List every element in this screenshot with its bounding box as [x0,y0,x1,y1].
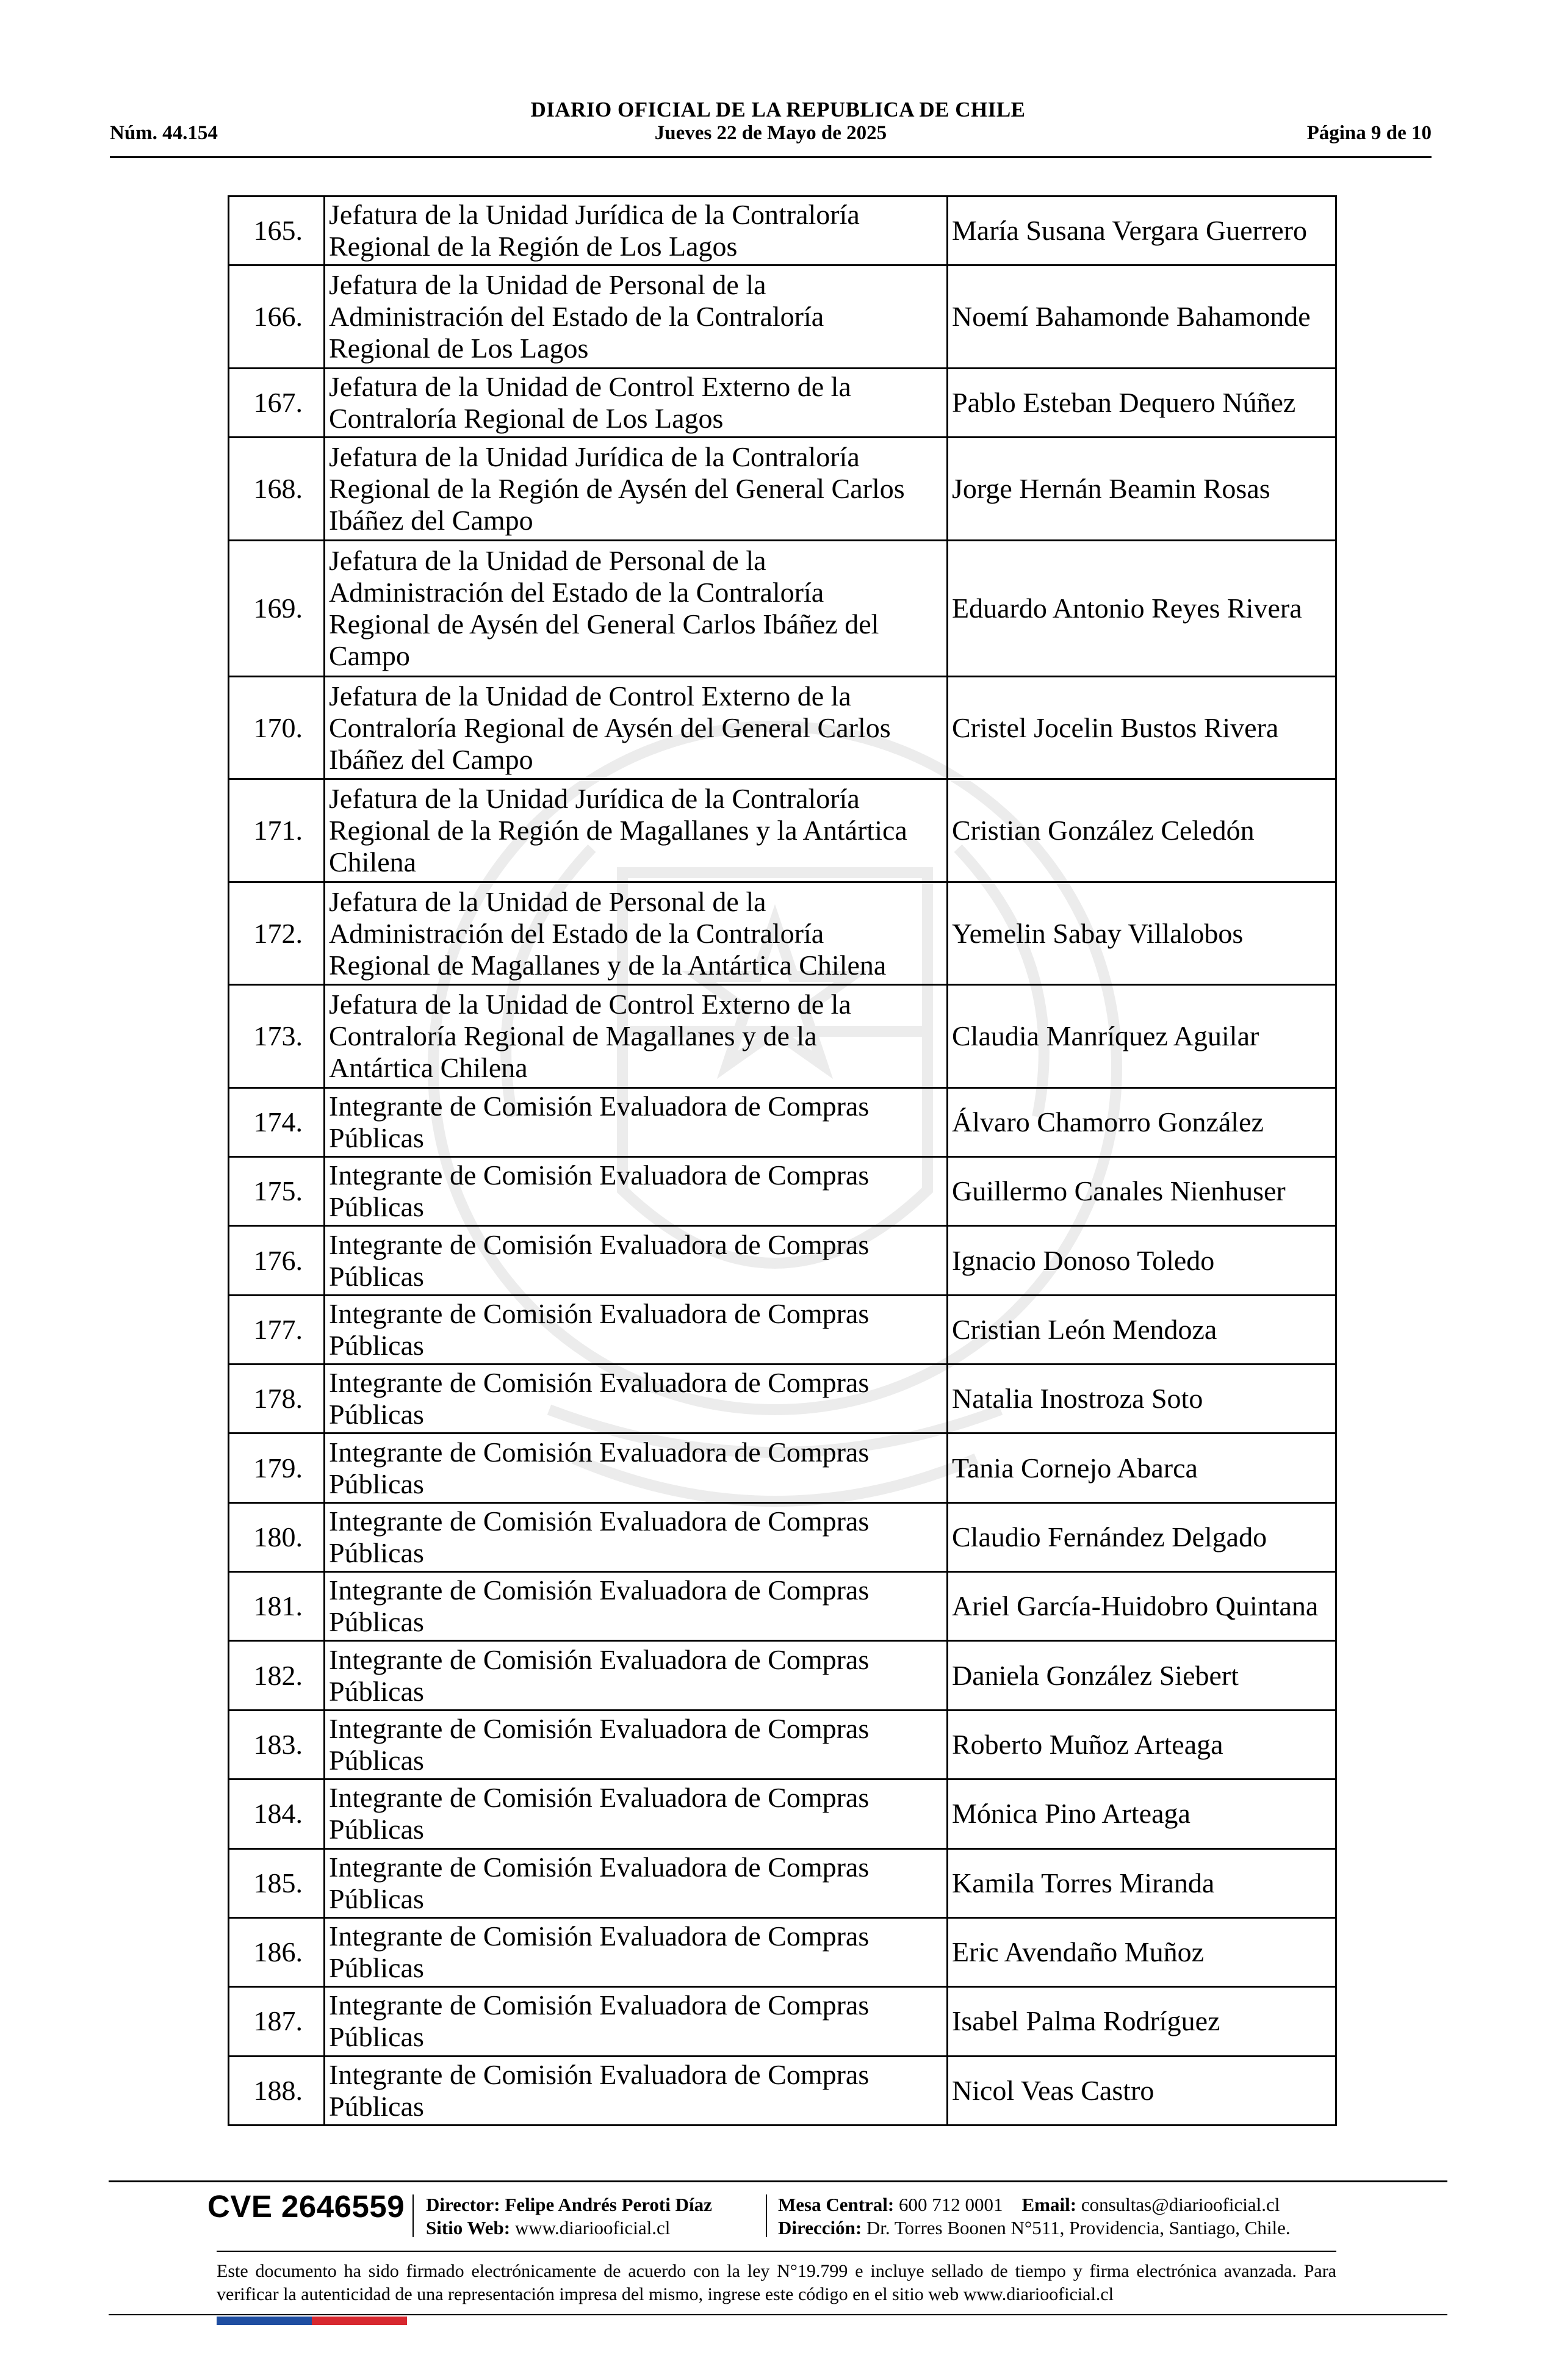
row-number: 165. [229,197,325,265]
position-line: Antártica Chilena [329,1052,528,1084]
appointments-table [228,195,1337,2126]
publication-title: DIARIO OFICIAL DE LA REPUBLICA DE CHILE [530,98,1026,121]
position-line: Jefatura de la Unidad de Personal de la [329,269,766,301]
footer-separator [412,2194,414,2237]
row-number: 172. [229,882,325,984]
position-line: Jefatura de la Unidad de Control Externo de la [329,989,851,1020]
table-row [229,1780,1336,1848]
position-line: Jefatura de la Unidad de Personal de la [329,544,766,576]
table-row [229,2056,1336,2125]
footer-divider-mid [217,2251,1336,2252]
position-line: Integrante de Comisión Evaluadora de Compras [329,1159,870,1191]
table-row [229,1848,1336,1917]
person-name: Cristel Jocelin Bustos Rivera [948,677,1336,779]
row-number: 180. [229,1502,325,1571]
flag-blue-bar [217,2317,312,2325]
table-row [229,438,1336,540]
table-row [229,677,1336,779]
position-cell [325,1987,948,2056]
position-cell [325,1295,948,1364]
position-line: Públicas [329,1260,424,1292]
website-link[interactable]: www.diariooficial.cl [514,2217,671,2238]
position-line: Contraloría Regional de Magallanes y de la [329,1020,817,1052]
table-row [229,1572,1336,1641]
position-cell [325,368,948,437]
position-cell [325,1572,948,1641]
position-line: Chilena [329,846,417,878]
position-line: Jefatura de la Unidad Jurídica de la Contraloría [329,441,860,472]
person-name: Claudio Fernández Delgado [948,1502,1336,1571]
position-cell [325,1641,948,1710]
position-line: Públicas [329,2021,424,2053]
address-label: Dirección: [778,2217,862,2238]
person-name: Nicol Veas Castro [948,2056,1336,2125]
email-label: Email: [1021,2194,1077,2215]
footer-director-block [426,2193,712,2240]
row-number: 186. [229,1917,325,1986]
table-row [229,1157,1336,1226]
row-number: 185. [229,1848,325,1917]
position-line: Administración del Estado de la Contraloría [329,301,824,333]
position-line: Públicas [329,1952,424,1984]
person-name: Cristian León Mendoza [948,1295,1336,1364]
table-row [229,1710,1336,1779]
flag-red-bar [312,2317,407,2325]
position-line: Públicas [329,1745,424,1776]
table-row [229,882,1336,984]
table-row [229,265,1336,368]
position-line: Jefatura de la Unidad Jurídica de la Contraloría [329,199,860,231]
table-row [229,1365,1336,1433]
phone-number: 600 712 0001 [899,2194,1003,2215]
person-name: Ignacio Donoso Toledo [948,1226,1336,1295]
position-line: Regional de la Región de Aysén del General Carlos [329,472,905,504]
table-row [229,1433,1336,1502]
position-line: Contraloría Regional de Aysén del General Carlos [329,712,891,743]
position-cell [325,1917,948,1986]
row-number: 169. [229,540,325,677]
row-number: 176. [229,1226,325,1295]
person-name: Roberto Muñoz Arteaga [948,1710,1336,1779]
position-line: Integrante de Comisión Evaluadora de Compras [329,1367,870,1399]
row-number: 170. [229,677,325,779]
position-line: Integrante de Comisión Evaluadora de Compras [329,1782,870,1814]
row-number: 177. [229,1295,325,1364]
row-number: 174. [229,1087,325,1156]
page-indicator: Página 9 de 10 [1306,122,1432,144]
issue-date: Jueves 22 de Mayo de 2025 [654,122,887,144]
position-line: Integrante de Comisión Evaluadora de Compras [329,1505,870,1537]
position-line: Jefatura de la Unidad Jurídica de la Contraloría [329,783,860,815]
position-line: Públicas [329,1468,424,1499]
row-number: 178. [229,1365,325,1433]
row-number: 173. [229,985,325,1087]
person-name: Cristian González Celedón [948,779,1336,882]
table-row [229,368,1336,437]
person-name: Kamila Torres Miranda [948,1848,1336,1917]
row-number: 182. [229,1641,325,1710]
position-cell [325,438,948,540]
row-number: 181. [229,1572,325,1641]
table-row [229,1917,1336,1986]
position-cell [325,1433,948,1502]
position-line: Integrante de Comisión Evaluadora de Compras [329,1643,870,1675]
position-line: Públicas [329,1329,424,1361]
position-cell [325,1087,948,1156]
issue-number: Núm. 44.154 [110,122,218,144]
position-line: Regional de Los Lagos [329,333,589,364]
position-line: Integrante de Comisión Evaluadora de Compras [329,1297,870,1329]
position-line: Integrante de Comisión Evaluadora de Compras [329,1920,870,1952]
footer-divider-top [109,2180,1447,2182]
header-row [110,122,1432,149]
position-cell [325,1848,948,1917]
footer-contact-block [778,2193,1291,2240]
position-cell [325,265,948,368]
position-line: Públicas [329,1122,424,1153]
person-name: Claudia Manríquez Aguilar [948,985,1336,1087]
position-line: Integrante de Comisión Evaluadora de Compras [329,1090,870,1122]
table-row [229,1987,1336,2056]
position-line: Públicas [329,1399,424,1430]
person-name: Álvaro Chamorro González [948,1087,1336,1156]
person-name: Yemelin Sabay Villalobos [948,882,1336,984]
position-line: Regional de la Región de Magallanes y la Antártica [329,815,907,846]
position-line: Jefatura de la Unidad de Personal de la [329,885,766,917]
position-line: Integrante de Comisión Evaluadora de Compras [329,1574,870,1606]
position-line: Regional de Aysén del General Carlos Ibáñez del [329,608,879,640]
position-cell [325,1502,948,1571]
person-name: Isabel Palma Rodríguez [948,1987,1336,2056]
position-line: Jefatura de la Unidad de Control Externo de la [329,680,851,712]
table-row [229,1502,1336,1571]
row-number: 175. [229,1157,325,1226]
position-cell [325,1780,948,1848]
position-line: Campo [329,640,410,671]
position-line: Integrante de Comisión Evaluadora de Compras [329,1436,870,1468]
address-text: Dr. Torres Boonen N°511, Providencia, Santiago, Chile. [866,2217,1291,2238]
row-number: 184. [229,1780,325,1848]
position-line: Integrante de Comisión Evaluadora de Compras [329,1989,870,2021]
position-line: Jefatura de la Unidad de Control Externo de la [329,370,851,402]
table-row [229,985,1336,1087]
person-name: Jorge Hernán Beamin Rosas [948,438,1336,540]
position-cell [325,540,948,677]
position-line: Integrante de Comisión Evaluadora de Compras [329,2058,870,2090]
row-number: 167. [229,368,325,437]
person-name: Guillermo Canales Nienhuser [948,1157,1336,1226]
position-line: Públicas [329,1814,424,1845]
position-cell [325,1157,948,1226]
email-link[interactable]: consultas@diariooficial.cl [1081,2194,1280,2215]
row-number: 188. [229,2056,325,2125]
position-line: Administración del Estado de la Contraloría [329,576,824,608]
position-line: Públicas [329,2090,424,2122]
position-line: Regional de Magallanes y de la Antártica Chilena [329,949,887,981]
position-cell [325,1226,948,1295]
director-label: Director: [426,2194,500,2215]
website-label: Sitio Web: [426,2217,511,2238]
position-line: Públicas [329,1675,424,1707]
position-cell [325,197,948,265]
flag-stripe [217,2317,407,2325]
position-line: Integrante de Comisión Evaluadora de Compras [329,1713,870,1744]
person-name: Pablo Esteban Dequero Núñez [948,368,1336,437]
position-line: Públicas [329,1606,424,1638]
position-line: Integrante de Comisión Evaluadora de Compras [329,1228,870,1260]
person-name: Daniela González Siebert [948,1641,1336,1710]
row-number: 187. [229,1987,325,2056]
position-cell [325,1365,948,1433]
person-name: Noemí Bahamonde Bahamonde [948,265,1336,368]
position-cell [325,677,948,779]
table-row [229,1087,1336,1156]
person-name: Eric Avendaño Muñoz [948,1917,1336,1986]
position-line: Ibáñez del Campo [329,743,533,775]
position-line: Públicas [329,1191,424,1223]
position-line: Integrante de Comisión Evaluadora de Compras [329,1851,870,1883]
table-row [229,779,1336,882]
position-cell [325,1710,948,1779]
position-cell [325,779,948,882]
person-name: Natalia Inostroza Soto [948,1365,1336,1433]
position-line: Ibáñez del Campo [329,504,533,536]
phone-label: Mesa Central: [778,2194,895,2215]
position-cell [325,985,948,1087]
position-line: Administración del Estado de la Contraloría [329,917,824,949]
person-name: Eduardo Antonio Reyes Rivera [948,540,1336,677]
position-cell [325,2056,948,2125]
person-name: Mónica Pino Arteaga [948,1780,1336,1848]
position-line: Regional de la Región de Los Lagos [329,231,738,262]
person-name: Tania Cornejo Abarca [948,1433,1336,1502]
person-name: Ariel García-Huidobro Quintana [948,1572,1336,1641]
table-row [229,540,1336,677]
legal-notice: Este documento ha sido firmado electrónicamente de acuerdo con la ley N°19.799 e incluye sellado de tiempo y firma electrónica avanzada. Para verificar la autenticidad de una representación impresa del mismo, ingrese este código en el sitio web www.diariooficial.cl [217,2261,1336,2304]
cve-code: CVE 2646559 [207,2189,405,2224]
position-line: Públicas [329,1883,424,1914]
row-number: 179. [229,1433,325,1502]
director-name: Felipe Andrés Peroti Díaz [505,2194,712,2215]
table-row [229,1226,1336,1295]
person-name: María Susana Vergara Guerrero [948,197,1336,265]
footer-separator [766,2194,767,2237]
position-line: Públicas [329,1537,424,1568]
header-divider [110,156,1432,158]
row-number: 166. [229,265,325,368]
position-cell [325,882,948,984]
row-number: 183. [229,1710,325,1779]
footer-divider-bottom [109,2314,1447,2315]
table-row [229,1295,1336,1364]
table-row [229,1641,1336,1710]
row-number: 171. [229,779,325,882]
position-line: Contraloría Regional de Los Lagos [329,402,724,434]
table-row [229,197,1336,265]
row-number: 168. [229,438,325,540]
